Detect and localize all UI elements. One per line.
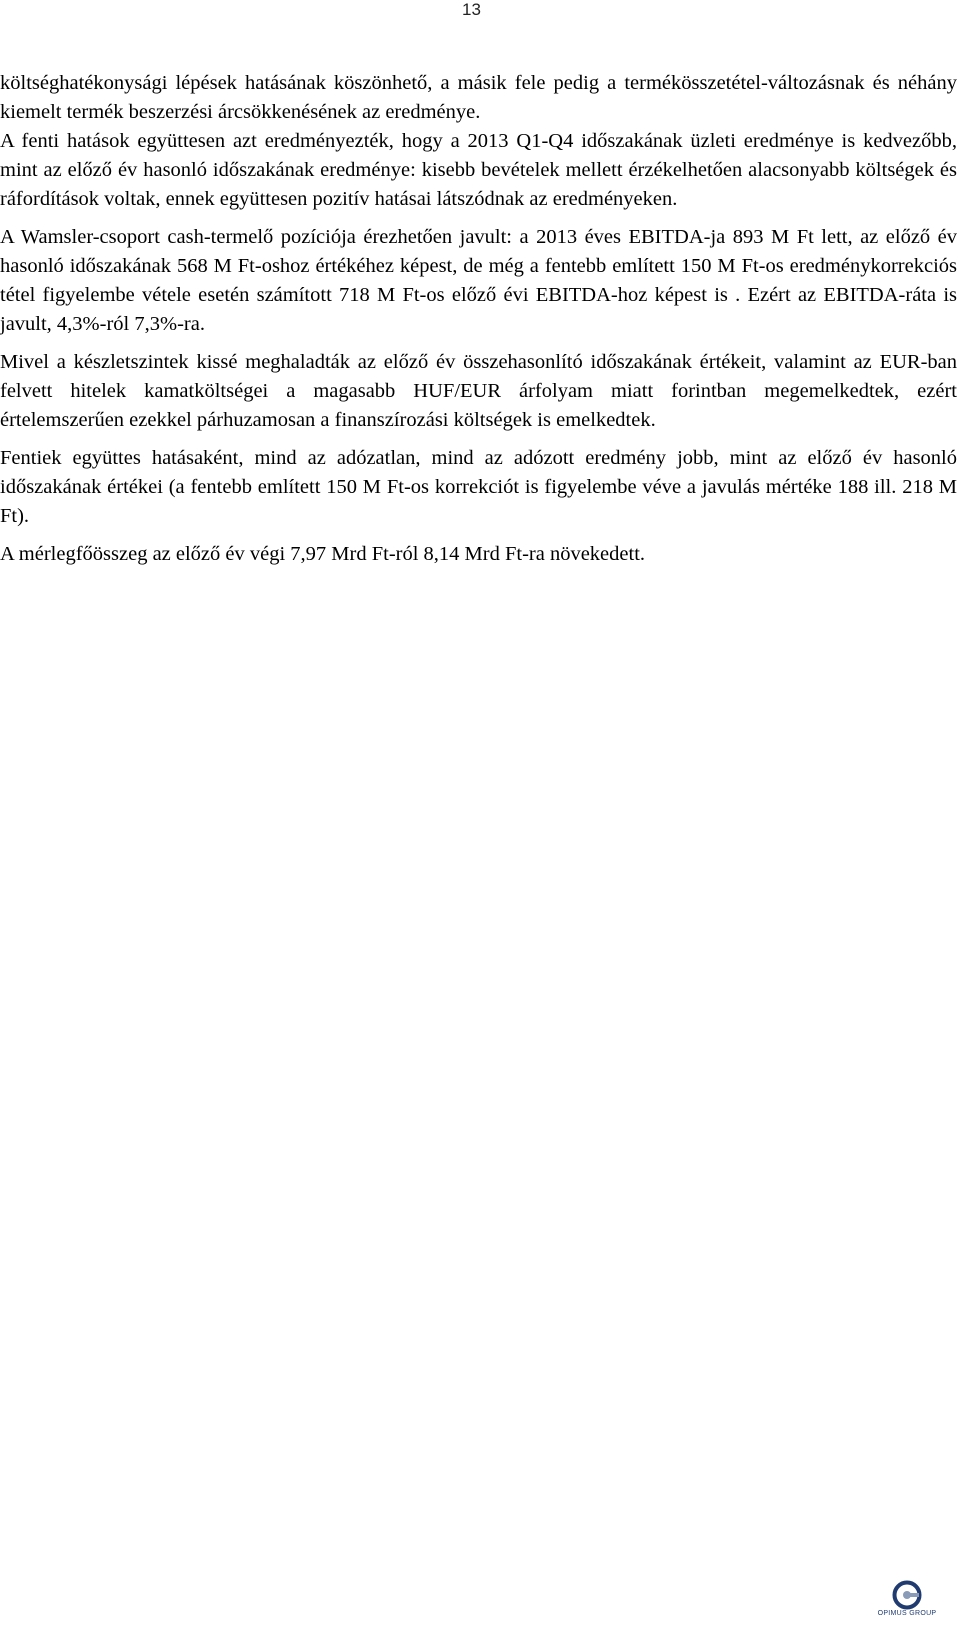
logo-text: OPIMUS GROUP bbox=[877, 1610, 937, 1617]
company-logo bbox=[872, 1580, 942, 1624]
paragraph-cost-efficiency: költséghatékonysági lépések hatásának köszönhető, a másik fele pedig a termékösszetétel-változásnak és néhány kiemelt termék beszerzési árcsökkenésének az eredménye. bbox=[0, 72, 957, 123]
page-number: 13 bbox=[462, 0, 481, 19]
paragraph-ebitda: A Wamsler-csoport cash-termelő pozíciója érezhetően javult: a 2013 éves EBITDA-ja 893 M Ft lett, az előző év hasonló időszakának 568 M Ft-oshoz értékéhez képest, de még a fentebb említett 150 M Ft-os eredménykorrekciós tétel figyelembe vétele esetén számított 718 M Ft-os előző évi EBITDA-hoz képest is . Ezért az EBITDA-ráta is javult, 4,3%-ról 7,3%-ra. bbox=[0, 226, 957, 335]
document-body bbox=[0, 69, 957, 578]
paragraph-financing-costs: Mivel a készletszintek kissé meghaladták az előző év összehasonlító időszakának értékeit, valamint az EUR-ban felvett hitelek kamatköltségei a magasabb HUF/EUR árfolyam miatt forintban megemelkedtek, ezért értelemszerűen ezekkel párhuzamosan a finanszírozási költségek is emelkedtek. bbox=[0, 351, 957, 431]
paragraph-balance-sheet: A mérlegfőösszeg az előző év végi 7,97 Mrd Ft-ról 8,14 Mrd Ft-ra növekedett. bbox=[0, 543, 646, 565]
paragraph-pretax-result: Fentiek együttes hatásaként, mind az adózatlan, mind az adózott eredmény jobb, mint az előző év hasonló időszakának értékei (a fentebb említett 150 M Ft-os korrekciót is figyelembe véve a javulás mértéke 188 ill. 218 M Ft). bbox=[0, 447, 957, 527]
opimus-logo-icon bbox=[892, 1580, 922, 1610]
paragraph-business-result: A fenti hatások együttesen azt eredményezték, hogy a 2013 Q1-Q4 időszakának üzleti eredménye is kedvezőbb, mint az előző év hasonló időszakának eredménye: kisebb bevételek mellett érzékelhetően alacsonyabb költségek és ráfordítások voltak, ennek együttesen pozitív hatásai látszódnak az eredményeken. bbox=[0, 130, 957, 210]
